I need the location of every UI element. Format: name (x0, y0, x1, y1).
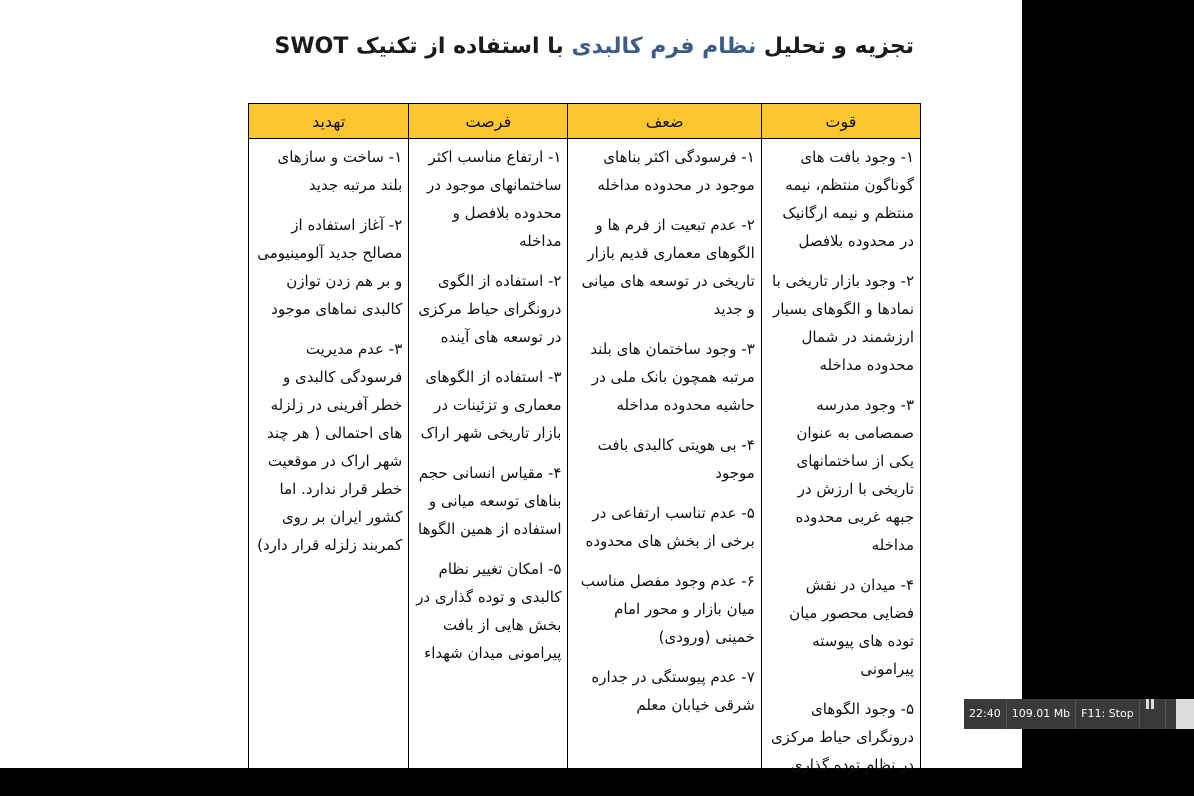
recording-time: 22:40 (964, 699, 1007, 729)
slide-title (274, 34, 914, 59)
opportunity-item: ۴- مقیاس انسانی حجم بناهای توسعه میانی و استفاده از همین الگوها (418, 464, 562, 538)
body-row (249, 139, 921, 796)
threat-item: ۱- ساخت و سازهای بلند مرتبه جدید (277, 148, 403, 194)
weakness-item: ۳- وجود ساختمان های بلند مرتبه همچون بانک ملی در حاشیه محدوده مداخله (590, 340, 755, 414)
strength-item: ۱- وجود بافت های گوناگون منتظم، نیمه منتظم و نیمه ارگانیک در محدوده بلافصل (782, 148, 914, 250)
weakness-item: ۶- عدم وجود مفصل مناسب میان بازار و محور امام خمینی (ورودی) (580, 572, 755, 646)
title-part1: تجزیه و تحلیل (756, 34, 914, 59)
threat-item: ۳- عدم مدیریت فرسودگی کالبدی و خطر آفرینی در زلزله های احتمالی ( هر چند شهر اراک در موقعیت خطر قرار ندارد. اما کشور ایران بر روی کمربند زلزله قرار دارد) (257, 340, 403, 554)
pause-icon (1145, 699, 1166, 729)
title-part2: با استفاده از تکنیک SWOT (274, 34, 572, 59)
header-threats: تهدید (249, 104, 409, 139)
strength-item: ۵- وجود الگوهای درونگرای حیاط مرکزی در نظام توده گذاری (770, 700, 914, 774)
stop-icon (1176, 699, 1194, 729)
opportunity-item: ۳- استفاده از الگوهای معماری و تزئینات در بازار تاریخی شهر اراک (420, 368, 562, 442)
weakness-item: ۷- عدم پیوستگی در جداره شرقی خیابان معلم (591, 668, 755, 714)
stop-button[interactable] (1171, 699, 1194, 729)
opportunity-item: ۵- امکان تغییر نظام کالبدی و توده گذاری در بخش هایی از بافت پیرامونی میدان شهداء (416, 560, 562, 662)
weakness-item: ۱- فرسودگی اکثر بناهای موجود در محدوده مداخله (597, 148, 755, 194)
header-strengths: قوت (761, 104, 920, 139)
weakness-item: ۵- عدم تناسب ارتفاعی در برخی از بخش های محدوده (585, 504, 755, 550)
header-opportunities: فرصت (409, 104, 568, 139)
threat-item: ۲- آغاز استفاده از مصالح جدید آلومینیومی و بر هم زدن توازن کالبدی نماهای موجود (257, 216, 403, 318)
weakness-item: ۴- بی هویتی کالبدی بافت موجود (597, 436, 755, 482)
title-highlight: نظام فرم کالبدی (571, 34, 757, 59)
strength-item: ۴- میدان در نقش فضایی محصور میان توده های پیوسته پیرامونی (789, 576, 914, 678)
weakness-item: ۲- عدم تبعیت از فرم ها و الگوهای معماری قدیم بازار تاریخی در توسعه های میانی و جدید (581, 216, 755, 318)
opportunity-item: ۱- ارتفاع مناسب اکثر ساختمانهای موجود در محدوده بلافصل و مداخله (426, 148, 562, 250)
weaknesses-cell (568, 139, 761, 796)
recording-statusbar (964, 699, 1194, 729)
strengths-cell (761, 139, 920, 796)
recording-size: 109.01 Mb (1007, 699, 1076, 729)
pause-button[interactable] (1140, 699, 1171, 729)
header-row (249, 104, 921, 139)
strength-item: ۳- وجود مدرسه صمصامی به عنوان یکی از ساختمانهای تاریخی با ارزش در جبهه غربی محدوده مداخله (795, 396, 914, 554)
strength-item: ۲- وجود بازار تاریخی با نمادها و الگوهای بسیار ارزشمند در شمال محدوده مداخله (772, 272, 914, 374)
opportunities-cell (409, 139, 568, 796)
header-weaknesses: ضعف (568, 104, 761, 139)
threats-cell (249, 139, 409, 796)
swot-table (248, 103, 921, 796)
stop-shortcut[interactable]: F11: Stop (1076, 699, 1140, 729)
opportunity-item: ۲- استفاده از الگوی درونگرای حیاط مرکزی در توسعه های آینده (418, 272, 562, 346)
